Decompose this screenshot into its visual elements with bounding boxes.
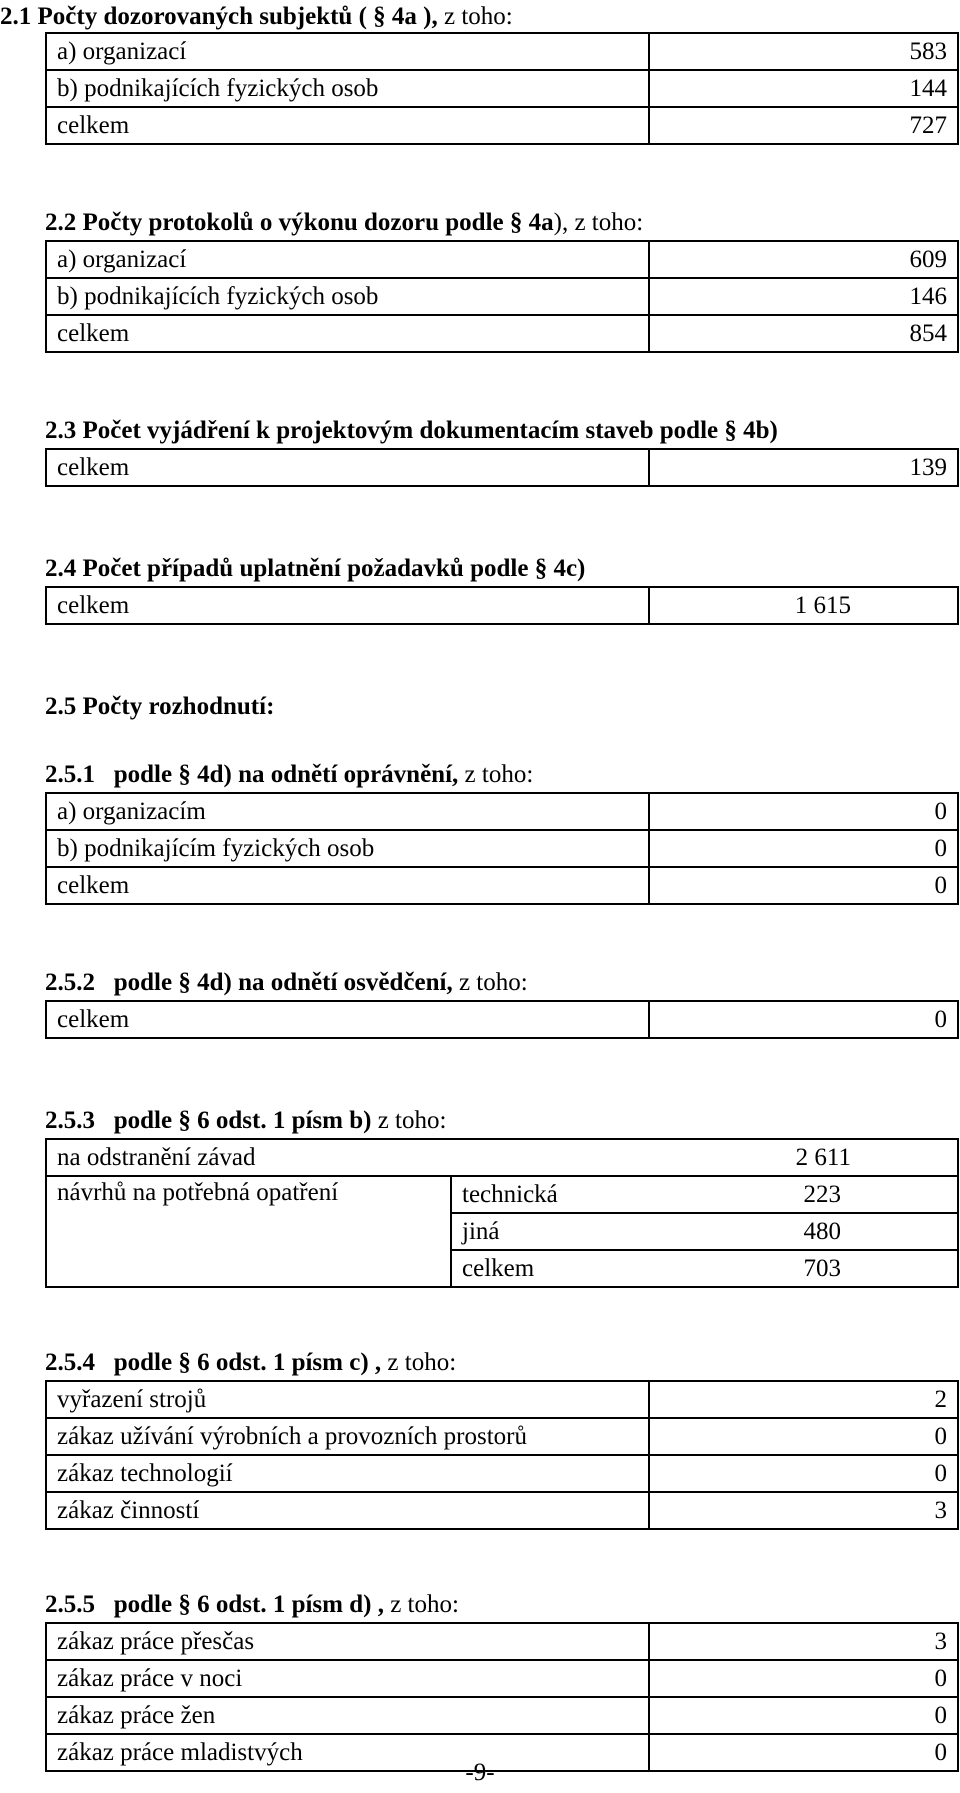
section-ref: 4b) [736, 417, 778, 444]
section-ref: 6 odst. 1 písm b) [190, 1107, 372, 1134]
row-label: zákaz technologií [46, 1455, 649, 1492]
heading-2-5-4 [45, 1346, 456, 1380]
section-tail: z toho: [383, 1591, 459, 1618]
heading-2-5-1 [45, 758, 533, 792]
row-label: zákaz práce v noci [46, 1660, 649, 1697]
row-label: b) podnikajících fyzických osob [46, 278, 649, 315]
row-value: 609 [649, 241, 958, 278]
section-number: 2.3 [45, 417, 77, 444]
row-label: na odstranění závad [46, 1139, 769, 1176]
heading-2-1 [0, 0, 513, 34]
table-row [46, 278, 958, 315]
section-tail: z toho: [371, 1107, 447, 1134]
paragraph-sign: § [509, 209, 523, 236]
table-row [46, 70, 958, 107]
section-tail: z toho: [437, 3, 513, 30]
row-label: vyřazení strojů [46, 1381, 649, 1418]
table-row [46, 1455, 958, 1492]
table-row [46, 587, 958, 624]
row-value: 0 [649, 1455, 958, 1492]
row-value: 2 [649, 1381, 958, 1418]
row-value: 146 [649, 278, 958, 315]
section-number: 2.5.1 [45, 761, 95, 788]
table-2-5-4 [45, 1380, 959, 1530]
row-value: 3 [649, 1492, 958, 1529]
row-label: celkem [46, 1001, 649, 1038]
row-value: 223 [769, 1176, 958, 1213]
paragraph-sign: § [178, 1349, 191, 1376]
row-value: 3 [649, 1623, 958, 1660]
row-label: jiná [451, 1213, 769, 1250]
table-2-5-3 [45, 1138, 959, 1288]
table-2-4 [45, 586, 959, 625]
section-title: Počty dozorovaných subjektů ( [37, 3, 374, 30]
row-value: 0 [649, 1418, 958, 1455]
row-value: 0 [649, 1697, 958, 1734]
table-row [46, 1660, 958, 1697]
heading-2-2 [45, 206, 643, 240]
row-label: celkem [46, 587, 649, 624]
row-label: a) organizací [46, 241, 649, 278]
section-ref: 6 odst. 1 písm d) , [190, 1591, 384, 1618]
table-row [46, 1176, 958, 1213]
section-ref: 4d) na odnětí oprávnění, [190, 761, 459, 788]
row-value: 854 [649, 315, 958, 352]
row-value: 0 [649, 1001, 958, 1038]
heading-2-3 [45, 414, 778, 448]
row-label: zákaz užívání výrobních a provozních prostorů [46, 1418, 649, 1455]
section-title: Počet případů uplatnění požadavků podle [82, 555, 535, 582]
row-value: 0 [649, 1734, 958, 1771]
page-number: -9- [465, 1759, 495, 1786]
row-label: celkem [46, 315, 649, 352]
table-2-1 [45, 32, 959, 145]
heading-2-5-3 [45, 1104, 446, 1138]
table-2-5-2 [45, 1000, 959, 1039]
section-number: 2.5.4 [45, 1349, 95, 1376]
table-row [46, 1697, 958, 1734]
section-title: Počty protokolů o výkonu dozoru podle [82, 209, 510, 236]
paragraph-sign: § [178, 1591, 191, 1618]
section-tail: z toho: [381, 1349, 457, 1376]
paragraph-sign: § [724, 417, 737, 444]
section-tail: ), z toho: [553, 209, 644, 236]
table-row [46, 449, 958, 486]
section-number: 2.1 [0, 3, 32, 30]
section-number: 2.5.2 [45, 969, 95, 996]
section-ref: 4a [522, 209, 554, 236]
section-ref: 4a ), [385, 3, 438, 30]
table-row [46, 1418, 958, 1455]
row-label: celkem [451, 1250, 769, 1287]
row-label: zákaz činností [46, 1492, 649, 1529]
section-title: podle [113, 1349, 179, 1376]
table-2-3 [45, 448, 959, 487]
heading-2-4 [45, 552, 585, 586]
paragraph-sign: § [178, 1107, 191, 1134]
row-value: 727 [649, 107, 958, 144]
section-title: Počty rozhodnutí: [82, 693, 275, 720]
row-value: 2 611 [769, 1139, 958, 1176]
row-label: zákaz práce žen [46, 1697, 649, 1734]
section-number: 2.5.5 [45, 1591, 95, 1618]
row-value: 583 [649, 33, 958, 70]
section-title: podle [113, 1591, 179, 1618]
row-value: 144 [649, 70, 958, 107]
heading-2-5-5 [45, 1588, 459, 1622]
section-title: podle [113, 1107, 179, 1134]
paragraph-sign: § [534, 555, 548, 582]
section-number: 2.5 [45, 693, 77, 720]
row-label: b) podnikajícím fyzických osob [46, 830, 649, 867]
heading-2-5 [45, 690, 274, 724]
row-value: 0 [649, 867, 958, 904]
section-ref: 4d) na odnětí osvědčení, [190, 969, 453, 996]
table-2-5-1 [45, 792, 959, 905]
section-ref: 4c) [547, 555, 586, 582]
row-value: 703 [769, 1250, 958, 1287]
section-title: podle [113, 969, 179, 996]
paragraph-sign: § [178, 761, 191, 788]
row-value: 0 [649, 830, 958, 867]
row-value: 1 615 [649, 587, 958, 624]
table-2-2 [45, 240, 959, 353]
paragraph-sign: § [178, 969, 191, 996]
row-value: 480 [769, 1213, 958, 1250]
table-row [46, 830, 958, 867]
row-label: zákaz práce mladistvých [46, 1734, 649, 1771]
row-label: zákaz práce přesčas [46, 1623, 649, 1660]
row-label: technická [451, 1176, 769, 1213]
table-2-5-5 [45, 1622, 959, 1772]
paragraph-sign: § [373, 3, 386, 30]
section-number: 2.5.3 [45, 1107, 95, 1134]
section-tail: z toho: [452, 969, 528, 996]
table-row [46, 1381, 958, 1418]
group-label: návrhů na potřebná opatření [46, 1176, 451, 1287]
table-row [46, 1623, 958, 1660]
section-title: podle [113, 761, 179, 788]
section-title: Počet vyjádření k projektovým dokumentacím staveb podle [82, 417, 725, 444]
section-tail: z toho: [458, 761, 534, 788]
section-ref: 6 odst. 1 písm c) , [190, 1349, 382, 1376]
heading-2-5-2 [45, 966, 528, 1000]
table-row [46, 315, 958, 352]
row-label: a) organizacím [46, 793, 649, 830]
row-label: celkem [46, 449, 649, 486]
row-value: 139 [649, 449, 958, 486]
table-row [46, 33, 958, 70]
row-label: b) podnikajících fyzických osob [46, 70, 649, 107]
table-row [46, 1139, 958, 1176]
section-number: 2.4 [45, 555, 77, 582]
table-row [46, 241, 958, 278]
row-label: celkem [46, 867, 649, 904]
table-row [46, 107, 958, 144]
table-row [46, 1492, 958, 1529]
table-row [46, 793, 958, 830]
row-label: a) organizací [46, 33, 649, 70]
table-row [46, 867, 958, 904]
row-value: 0 [649, 793, 958, 830]
row-value: 0 [649, 1660, 958, 1697]
table-row [46, 1001, 958, 1038]
row-label: celkem [46, 107, 649, 144]
section-number: 2.2 [45, 209, 77, 236]
